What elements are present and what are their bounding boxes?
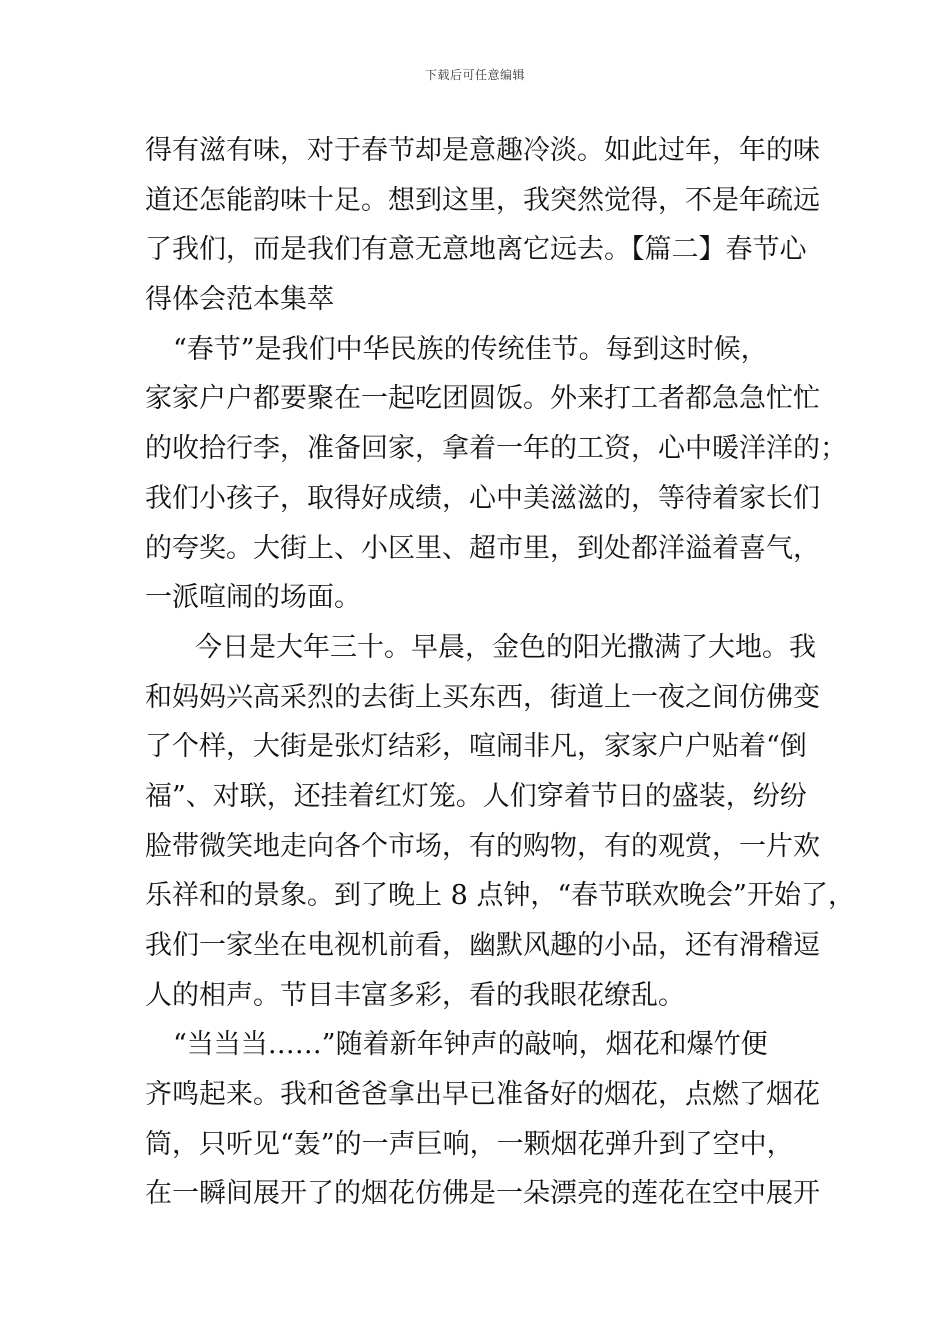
paragraph-start-line: 今日是大年三十。早晨，金色的阳光撒满了大地。我 bbox=[195, 631, 816, 663]
document-body bbox=[145, 126, 855, 1219]
text-line: 的收拾行李，准备回家，拿着一年的工资，心中暖洋洋的； bbox=[145, 433, 847, 465]
text-line: 人的相声。节目丰富多彩，看的我眼花缭乱。 bbox=[145, 979, 685, 1011]
text-line: 了我们，而是我们有意无意地离它远去。【篇二】春节心 bbox=[145, 234, 807, 266]
text-line: 齐鸣起来。我和爸爸拿出早已准备好的烟花，点燃了烟花 bbox=[145, 1079, 820, 1111]
text-line: 一派喧闹的场面。 bbox=[145, 582, 361, 614]
text-line: 和妈妈兴高采烈的去街上买东西，街道上一夜之间仿佛变 bbox=[145, 681, 820, 713]
text-line: 福”、对联，还挂着红灯笼。人们穿着节日的盛装，纷纷 bbox=[145, 780, 807, 812]
text-line: 的夸奖。大街上、小区里、超市里，到处都洋溢着喜气， bbox=[145, 532, 820, 564]
text-line: 筒，只听见“轰”的一声巨响，一颗烟花弹升到了空中， bbox=[145, 1128, 794, 1160]
text-line: 道还怎能韵味十足。想到这里，我突然觉得，不是年疏远 bbox=[145, 184, 820, 216]
text-line: 我们小孩子，取得好成绩，心中美滋滋的，等待着家长们 bbox=[145, 482, 820, 514]
text-line: 乐祥和的景象。到了晚上 8 点钟，“春节联欢晚会”开始了， bbox=[145, 880, 855, 912]
page-header: 下载后可任意编辑 bbox=[424, 68, 525, 82]
paragraph-start-line: “当当当……”随着新年钟声的敲响，烟花和爆竹便 bbox=[173, 1029, 768, 1061]
paragraph-start-line: “春节”是我们中华民族的传统佳节。每到这时候， bbox=[173, 333, 768, 365]
text-line: 得体会范本集萃 bbox=[145, 284, 334, 316]
text-line: 在一瞬间展开了的烟花仿佛是一朵漂亮的莲花在空中展开 bbox=[145, 1178, 820, 1210]
text-line: 脸带微笑地走向各个市场，有的购物，有的观赏，一片欢 bbox=[145, 830, 820, 862]
text-line: 我们一家坐在电视机前看，幽默风趣的小品，还有滑稽逗 bbox=[145, 930, 820, 961]
text-line: 得有滋有味，对于春节却是意趣冷淡。如此过年，年的味 bbox=[145, 135, 820, 166]
text-line: 了个样，大街是张灯结彩，喧闹非凡，家家户户贴着“倒 bbox=[145, 731, 807, 763]
text-line: 家家户户都要聚在一起吃团圆饭。外来打工者都急急忙忙 bbox=[145, 383, 820, 415]
